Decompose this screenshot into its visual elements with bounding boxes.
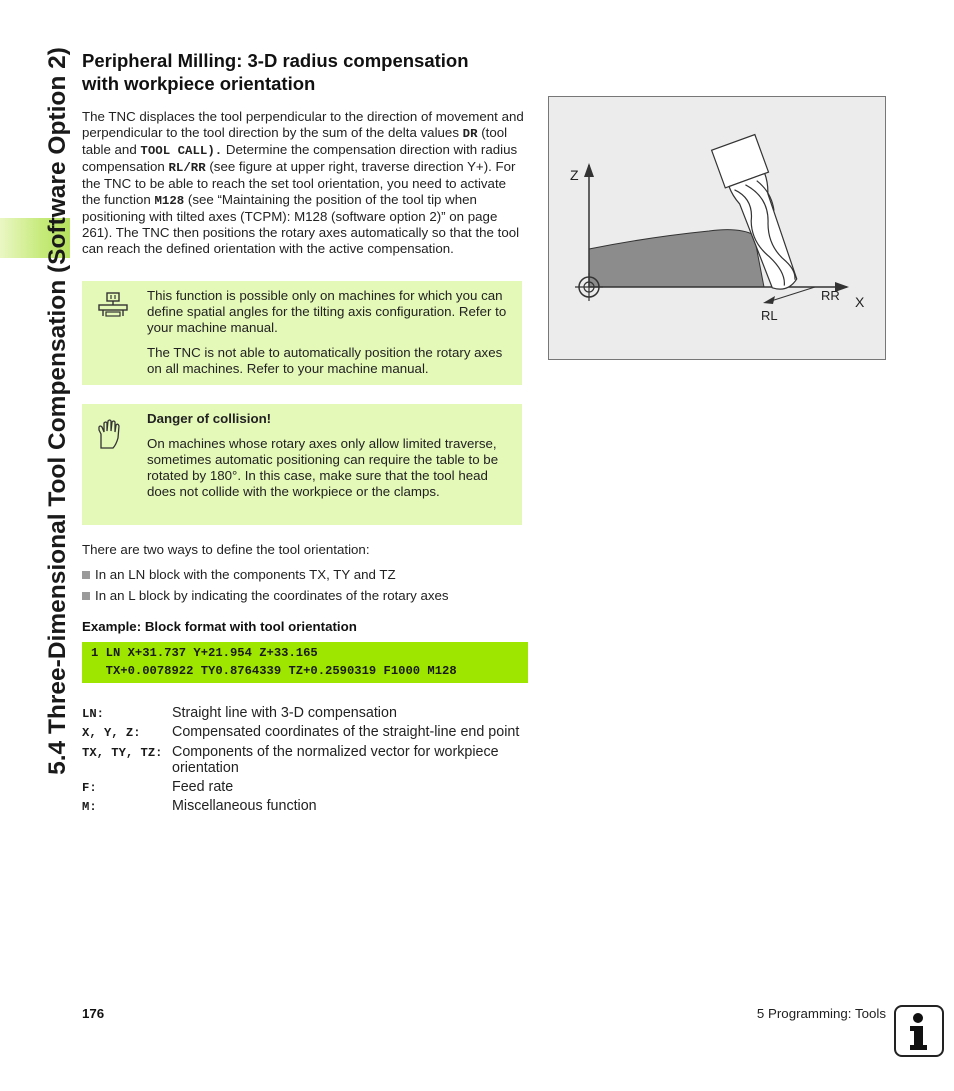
chapter-footer: 5 Programming: Tools	[756, 1006, 886, 1021]
definition-desc: Straight line with 3-D compensation	[172, 705, 397, 721]
intro-code-rlrr: RL/RR	[168, 161, 206, 175]
definition-term: TX, TY, TZ:	[82, 746, 163, 760]
machine-function-icon	[96, 291, 130, 325]
machine-note-text-2: The TNC is not able to automatically position the rotary axes on all machines. Refer to your machine manual.	[147, 345, 503, 376]
definition-term: F:	[82, 781, 97, 795]
bullet-square	[82, 571, 90, 579]
definition-desc: Components of the normalized vector for workpiece orientation	[172, 744, 499, 776]
tool-orientation-intro: There are two ways to define the tool orientation:	[82, 542, 370, 557]
intro-text-1: The TNC displaces the tool perpendicular to the direction of movement and perpendicular to the tool direction by the sum of the delta values	[82, 109, 524, 140]
collision-warning-text: On machines whose rotary axes only allow limited traverse, sometimes automatic positioning can require the table to be rotated by 180°. In this case, make sure that the tool head does not collide with the workpiece or the clamps.	[147, 436, 499, 499]
intro-code-toolcall: TOOL CALL).	[140, 144, 223, 158]
compensation-figure	[548, 96, 886, 360]
intro-code-m128: M128	[154, 194, 185, 208]
nc-code-block	[82, 642, 528, 683]
machine-note-text-1: This function is possible only on machines for which you can define spatial angles for the tilting axis configuration. Refer to your machine manual.	[147, 288, 507, 335]
hand-warning-icon	[92, 418, 126, 452]
rl-label: RL	[761, 308, 778, 323]
bullet-square	[82, 592, 90, 600]
example-title: Example: Block format with tool orientation	[82, 619, 357, 634]
nc-code-line-1: 1 LN X+31.737 Y+21.954 Z+33.165	[91, 646, 318, 660]
definition-term: X, Y, Z:	[82, 726, 141, 740]
list-item-text: In an LN block with the components TX, TY and TZ	[95, 567, 396, 582]
z-axis-label: Z	[570, 167, 579, 183]
list-item	[82, 567, 396, 583]
intro-text-3: Determine the compensation direction with radius compensation	[82, 142, 518, 174]
intro-text-4: (see figure at upper right, traverse direction Y+). For the TNC to be able to reach the set tool orientation, you need to activate the function	[82, 159, 516, 207]
rr-label: RR	[821, 288, 840, 303]
collision-warning-title: Danger of collision!	[147, 411, 272, 426]
section-heading-line2: with workpiece orientation	[82, 73, 316, 94]
intro-paragraph	[82, 109, 524, 257]
page-number: 176	[82, 1006, 105, 1021]
intro-text-2: (tool table and	[82, 125, 508, 157]
definition-desc: Compensated coordinates of the straight-line end point	[172, 724, 520, 740]
chapter-side-title: 5.4 Three-Dimensional Tool Compensation (Software Option 2)	[44, 47, 71, 775]
collision-warning-box	[82, 404, 522, 525]
info-icon	[894, 1005, 944, 1057]
nc-code-line-2: TX+0.0078922 TY0.8764339 TZ+0.2590319 F1000 M128	[91, 664, 457, 678]
z-axis-arrow	[584, 163, 594, 177]
section-heading-line1: Peripheral Milling: 3-D radius compensation	[82, 50, 469, 71]
x-axis-label: X	[855, 294, 865, 310]
rl-arrowhead	[763, 296, 775, 304]
machine-note-box	[82, 281, 522, 385]
definition-term: M:	[82, 800, 97, 814]
compensation-diagram	[549, 97, 885, 359]
section-heading	[82, 49, 522, 95]
intro-text-5: (see “Maintaining the position of the tool tip when positioning with tilted axes (TCPM): M128 (software option 2)” on page 261). The TNC then positions the rotary axes automatically so that the tool can reach the defined orientation with the active compensation.	[82, 192, 520, 256]
definition-desc: Feed rate	[172, 779, 234, 795]
intro-code-dr: DR	[462, 127, 478, 141]
workpiece-shape	[589, 230, 764, 287]
list-item-text: In an L block by indicating the coordinates of the rotary axes	[95, 588, 449, 603]
definition-desc: Miscellaneous function	[172, 798, 317, 814]
info-glyph	[896, 1007, 942, 1055]
definition-term: LN:	[82, 707, 104, 721]
list-item	[82, 588, 449, 604]
